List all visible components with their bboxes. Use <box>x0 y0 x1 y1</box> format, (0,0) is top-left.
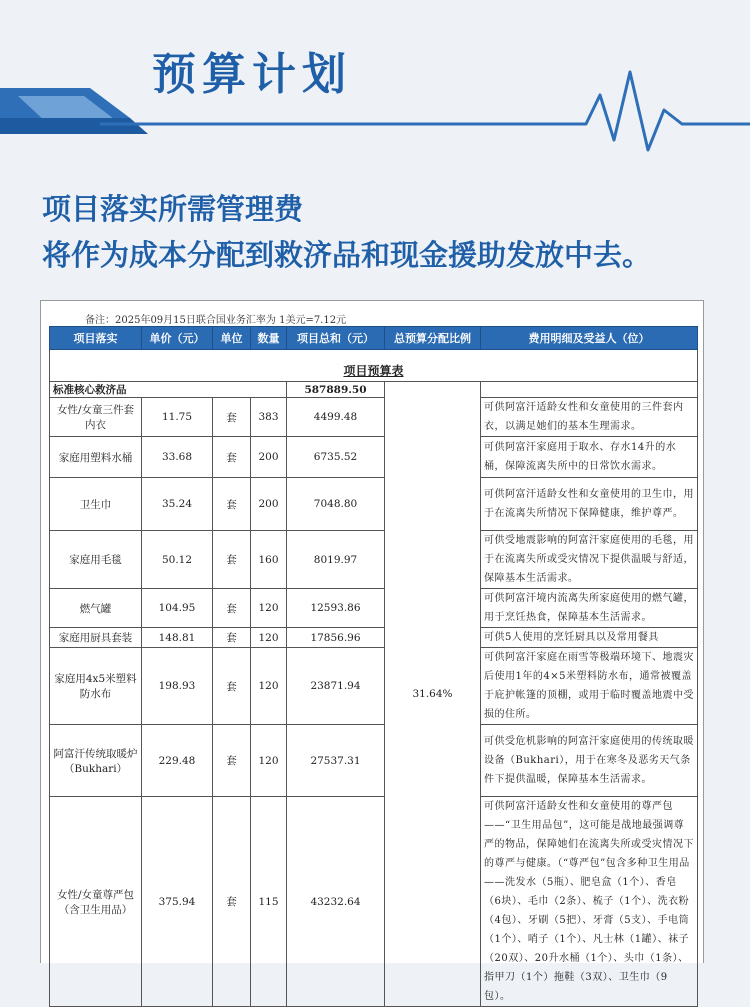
row-total: 23871.94 <box>287 648 385 725</box>
row-total: 27537.31 <box>287 725 385 797</box>
row-desc: 可供阿富汗适龄女性和女童使用的卫生巾，用于在流离失所情况下保障健康，维护尊严。 <box>481 478 698 531</box>
row-price: 375.94 <box>142 797 213 1007</box>
row-item: 卫生巾 <box>50 478 142 531</box>
row-qty: 120 <box>251 725 287 797</box>
row-item: 家庭用塑料水桶 <box>50 437 142 478</box>
row-desc: 可供受地震影响的阿富汗家庭使用的毛毯，用于在流离失所或受灾情况下提供温暖与舒适，保障基本生活需求。 <box>481 531 698 589</box>
row-total: 6735.52 <box>287 437 385 478</box>
row-desc: 可供阿富汗境内流离失所家庭使用的燃气罐，用于烹饪热食，保障基本生活需求。 <box>481 589 698 628</box>
row-qty: 160 <box>251 531 287 589</box>
header-decoration <box>0 0 750 150</box>
col-header-qty: 数量 <box>251 327 287 350</box>
row-unit: 套 <box>213 531 251 589</box>
col-header-price: 单价（元） <box>142 327 213 350</box>
row-price: 198.93 <box>142 648 213 725</box>
row-item: 燃气罐 <box>50 589 142 628</box>
section-desc-blank <box>481 382 698 398</box>
table-row <box>50 648 698 725</box>
table-row <box>50 725 698 797</box>
row-total: 8019.97 <box>287 531 385 589</box>
table-row <box>50 531 698 589</box>
table-row <box>50 797 698 1007</box>
col-header-desc: 费用明细及受益人（位） <box>481 327 698 350</box>
row-unit: 套 <box>213 437 251 478</box>
row-total: 4499.48 <box>287 398 385 437</box>
row-desc: 可供阿富汗家庭在雨雪等极端环境下、地震灾后使用1年的4×5米塑料防水布，通常被覆盖于庇护帐篷的顶棚，或用于临时覆盖地震中受损的住所。 <box>481 648 698 725</box>
col-header-item: 项目落实 <box>50 327 142 350</box>
row-unit: 套 <box>213 725 251 797</box>
page-title: 预算计划 <box>152 49 352 100</box>
row-qty: 120 <box>251 589 287 628</box>
table-row <box>50 478 698 531</box>
row-unit: 套 <box>213 398 251 437</box>
row-price: 229.48 <box>142 725 213 797</box>
row-total: 43232.64 <box>287 797 385 1007</box>
col-header-unit: 单位 <box>213 327 251 350</box>
budget-table <box>49 326 698 1007</box>
row-qty: 200 <box>251 437 287 478</box>
row-item: 家庭用厨具套装 <box>50 628 142 648</box>
table-title: 项目预算表 <box>50 350 698 382</box>
table-row <box>50 628 698 648</box>
row-price: 148.81 <box>142 628 213 648</box>
row-total: 17856.96 <box>287 628 385 648</box>
row-total: 7048.80 <box>287 478 385 531</box>
row-price: 104.95 <box>142 589 213 628</box>
intro-line-1: 项目落实所需管理费 <box>42 192 304 226</box>
row-item: 家庭用4x5米塑料防水布 <box>50 648 142 725</box>
table-row <box>50 589 698 628</box>
budget-document <box>40 300 704 1002</box>
row-price: 35.24 <box>142 478 213 531</box>
row-price: 11.75 <box>142 398 213 437</box>
row-unit: 套 <box>213 797 251 1007</box>
row-desc: 可供阿富汗家庭用于取水、存水14升的水桶，保障流离失所中的日常饮水需求。 <box>481 437 698 478</box>
row-item: 阿富汗传统取暖炉（Bukhari） <box>50 725 142 797</box>
row-price: 50.12 <box>142 531 213 589</box>
row-desc: 可供阿富汗适龄女性和女童使用的三件套内衣，以满足她们的基本生理需求。 <box>481 398 698 437</box>
col-header-share: 总预算分配比例 <box>385 327 481 350</box>
row-qty: 120 <box>251 648 287 725</box>
row-unit: 套 <box>213 648 251 725</box>
row-total: 12593.86 <box>287 589 385 628</box>
header-banner <box>0 0 750 150</box>
row-qty: 200 <box>251 478 287 531</box>
row-item: 家庭用毛毯 <box>50 531 142 589</box>
section-row <box>50 382 698 398</box>
row-qty: 115 <box>251 797 287 1007</box>
row-desc: 可供阿富汗适龄女性和女童使用的尊严包——“卫生用品包”，这可能是战地最强调尊严的物品，保障她们在流离失所或受灾情况下的尊严与健康。（“尊严包”包含多种卫生用品——洗发水（5瓶）、肥皂盒（1个）、香皂（6块）、毛巾（2条）、梳子（1个）、洗衣粉（4包）、牙刷（5把）、牙膏（5支）、手电筒（1个）、哨子（1个）、凡士林（1罐）、袜子（20双）、20升水桶（1个）、头巾（1条）、指甲刀（1个）拖鞋（3双）、卫生巾（9包）。 <box>481 797 698 1007</box>
row-item: 女性/女童尊严包（含卫生用品） <box>50 797 142 1007</box>
intro-line-2: 将作为成本分配到救济品和现金援助发放中去。 <box>42 238 652 272</box>
row-unit: 套 <box>213 589 251 628</box>
row-unit: 套 <box>213 478 251 531</box>
row-qty: 120 <box>251 628 287 648</box>
col-header-total: 项目总和（元） <box>287 327 385 350</box>
row-item: 女性/女童三件套内衣 <box>50 398 142 437</box>
intro-text <box>42 186 732 278</box>
row-qty: 383 <box>251 398 287 437</box>
row-desc: 可供受危机影响的阿富汗家庭使用的传统取暖设备（Bukhari），用于在寒冬及恶劣天气条件下提供温暖，保障基本生活需求。 <box>481 725 698 797</box>
row-price: 33.68 <box>142 437 213 478</box>
table-row <box>50 437 698 478</box>
section-share: 31.64% <box>385 382 481 1007</box>
section-name: 标准核心救济品 <box>50 382 287 398</box>
row-desc: 可供5人使用的烹饪厨具以及常用餐具 <box>481 628 698 648</box>
exchange-rate-note: 备注：2025年09月15日联合国业务汇率为 1美元=7.12元 <box>85 315 347 326</box>
row-unit: 套 <box>213 628 251 648</box>
banner-lower-stripe <box>0 118 148 134</box>
section-total: 587889.50 <box>287 382 385 398</box>
table-row <box>50 398 698 437</box>
